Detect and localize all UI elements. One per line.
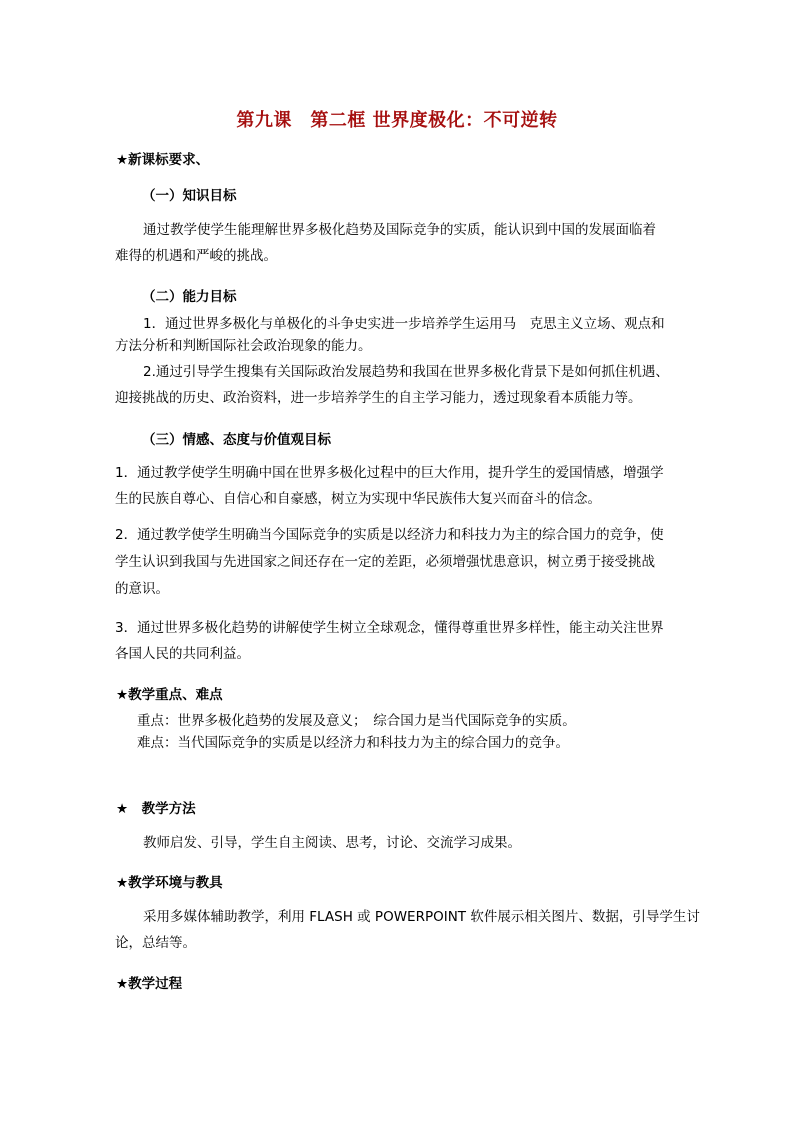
difficult-point-text: 难点：当代国际竞争的实质是以经济力和科技力为主的综合国力的竞争。	[137, 735, 569, 751]
emotion-goal-2-line-3: 的意识。	[115, 581, 169, 597]
new-standard-heading: ★新课标要求、	[116, 152, 210, 168]
ability-goal-1-line-1: 1．通过世界多极化与单极化的斗争史实进一步培养学生运用马 克思主义立场、观点和	[143, 316, 665, 332]
emotion-goal-3-line-2: 各国人民的共同利益。	[115, 646, 250, 662]
teaching-environment-line-1: 采用多媒体辅助教学，利用 FLASH 或 POWERPOINT 软件展示相关图片、数据，引导学生讨	[143, 909, 700, 925]
key-points-heading: ★教学重点、难点	[116, 687, 223, 703]
page-title: 第九课 第二框 世界度极化：不可逆转	[236, 110, 558, 131]
teaching-process-heading: ★教学过程	[116, 976, 183, 992]
emotion-goals-heading: （三）情感、态度与价值观目标	[142, 432, 331, 448]
ability-goal-2-line-1: 2.通过引导学生搜集有关国际政治发展趋势和我国在世界多极化背景下是如何抓住机遇、	[143, 364, 669, 380]
ability-goal-2-line-2: 迎接挑战的历史、政治资料，进一步培养学生的自主学习能力，透过现象看本质能力等。	[115, 390, 642, 406]
knowledge-goals-line-1: 通过教学使学生能理解世界多极化趋势及国际竞争的实质，能认识到中国的发展面临着	[143, 222, 656, 238]
knowledge-goals-line-2: 难得的机遇和严峻的挑战。	[115, 248, 277, 264]
teaching-method-heading: ★ 教学方法	[116, 801, 196, 817]
emotion-goal-1-line-1: 1．通过教学使学生明确中国在世界多极化过程中的巨大作用，提升学生的爱国情感，增强学	[115, 465, 664, 481]
emotion-goal-2-line-1: 2．通过教学使学生明确当今国际竞争的实质是以经济力和科技力为主的综合国力的竞争，使	[115, 527, 664, 543]
ability-goals-heading: （二）能力目标	[142, 289, 237, 305]
emotion-goal-3-line-1: 3．通过世界多极化趋势的讲解使学生树立全球观念，懂得尊重世界多样性，能主动关注世界	[115, 620, 664, 636]
knowledge-goals-heading: （一）知识目标	[142, 188, 237, 204]
teaching-environment-heading: ★教学环境与教具	[116, 875, 223, 891]
key-point-text: 重点：世界多极化趋势的发展及意义； 综合国力是当代国际竞争的实质。	[137, 713, 576, 729]
ability-goal-1-line-2: 方法分析和判断国际社会政治现象的能力。	[115, 338, 372, 354]
emotion-goal-1-line-2: 生的民族自尊心、自信心和自豪感，树立为实现中华民族伟大复兴而奋斗的信念。	[115, 491, 601, 507]
emotion-goal-2-line-2: 学生认识到我国与先进国家之间还存在一定的差距，必须增强忧患意识，树立勇于接受挑战	[115, 554, 655, 570]
teaching-environment-line-2: 论，总结等。	[115, 935, 196, 951]
teaching-method-text: 教师启发、引导，学生自主阅读、思考，讨论、交流学习成果。	[143, 835, 521, 851]
